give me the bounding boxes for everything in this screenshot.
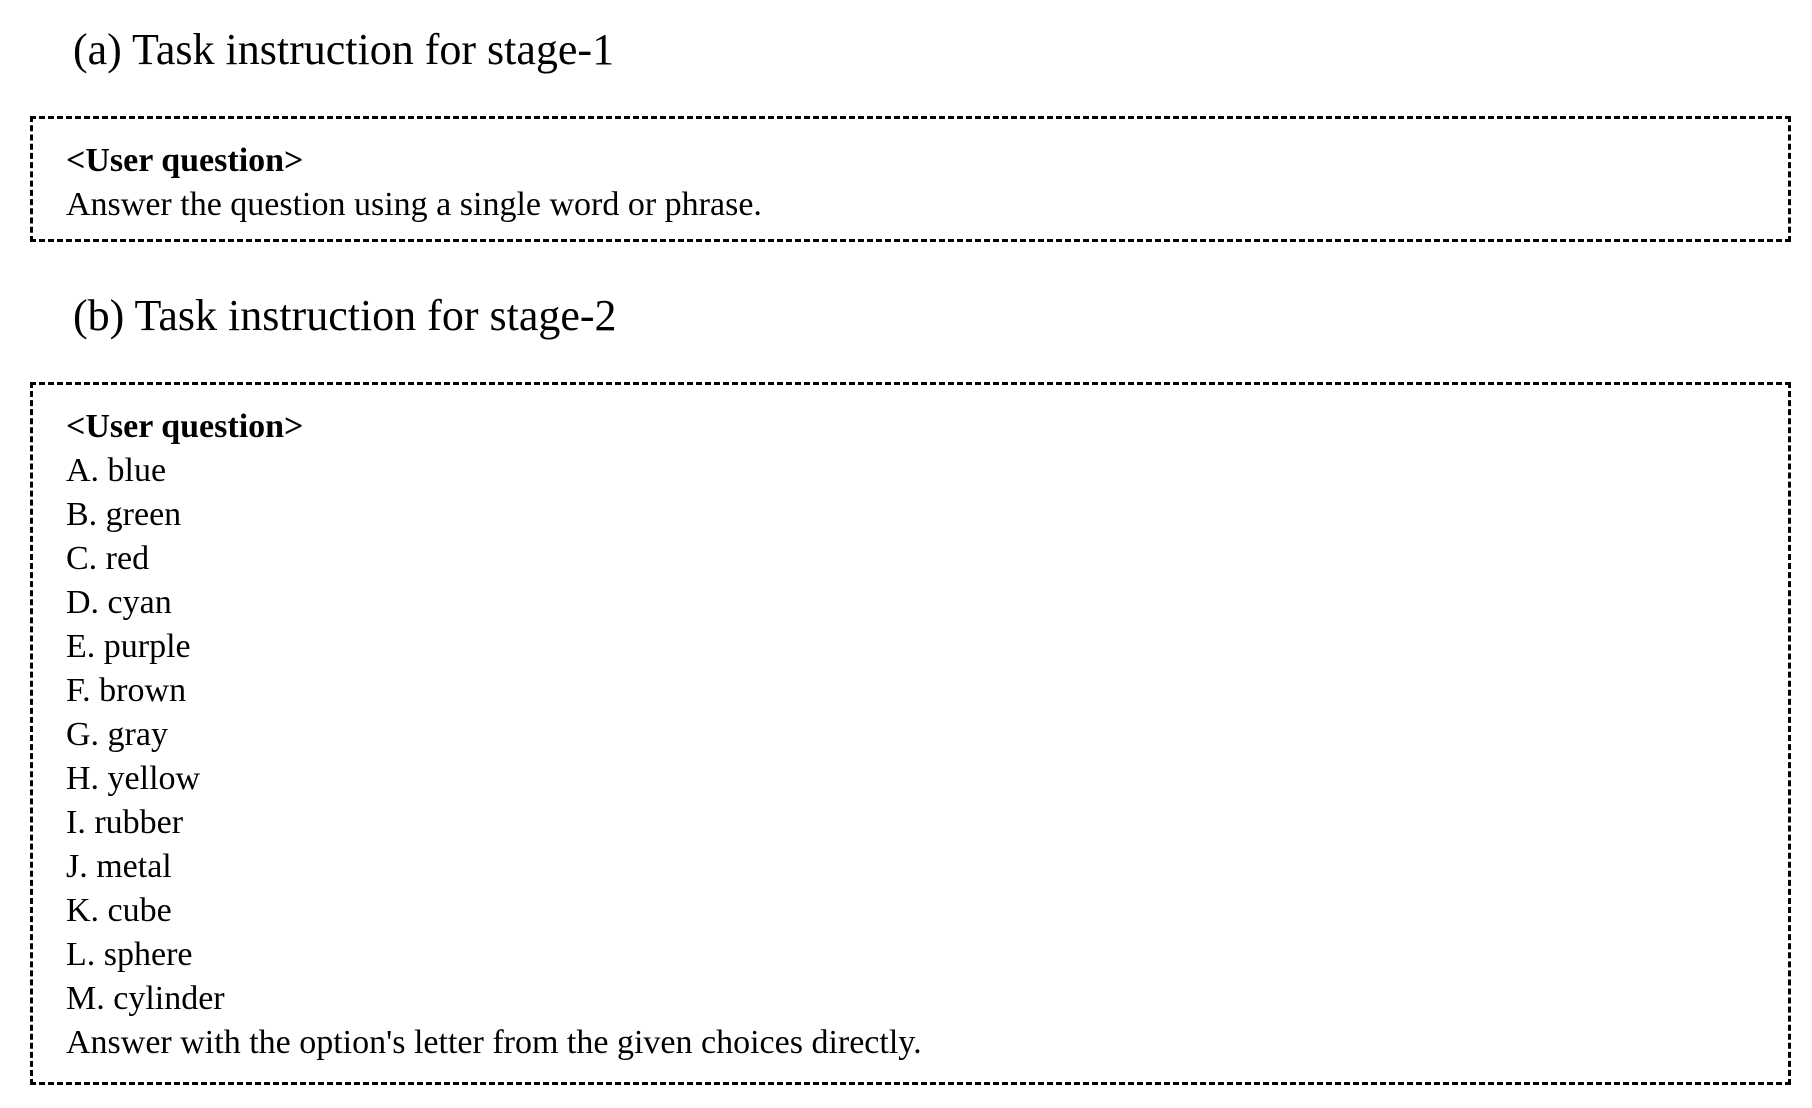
stage-1-instruction-text: Answer the question using a single word or phrase.: [66, 186, 762, 223]
option-item: M. cylinder: [66, 980, 225, 1017]
option-item: E. purple: [66, 628, 191, 665]
option-item: K. cube: [66, 892, 172, 929]
option-item: H. yellow: [66, 760, 201, 797]
stage-2-instruction-text: Answer with the option's letter from the given choices directly.: [66, 1024, 922, 1061]
option-item: C. red: [66, 540, 150, 577]
option-item: A. blue: [66, 452, 167, 489]
stage-1-instruction-box: [30, 116, 1791, 242]
stage-1-title: (a) Task instruction for stage-1: [73, 25, 615, 74]
option-item: F. brown: [66, 672, 187, 709]
user-question-header: <User question>: [66, 408, 304, 445]
stage-2-instruction-box: [30, 382, 1791, 1085]
option-item: L. sphere: [66, 936, 193, 973]
option-item: G. gray: [66, 716, 168, 753]
option-item: B. green: [66, 496, 182, 533]
option-item: J. metal: [66, 848, 172, 885]
option-item: I. rubber: [66, 804, 184, 841]
user-question-header: <User question>: [66, 142, 304, 179]
stage-2-title: (b) Task instruction for stage-2: [73, 291, 617, 340]
option-item: D. cyan: [66, 584, 172, 621]
